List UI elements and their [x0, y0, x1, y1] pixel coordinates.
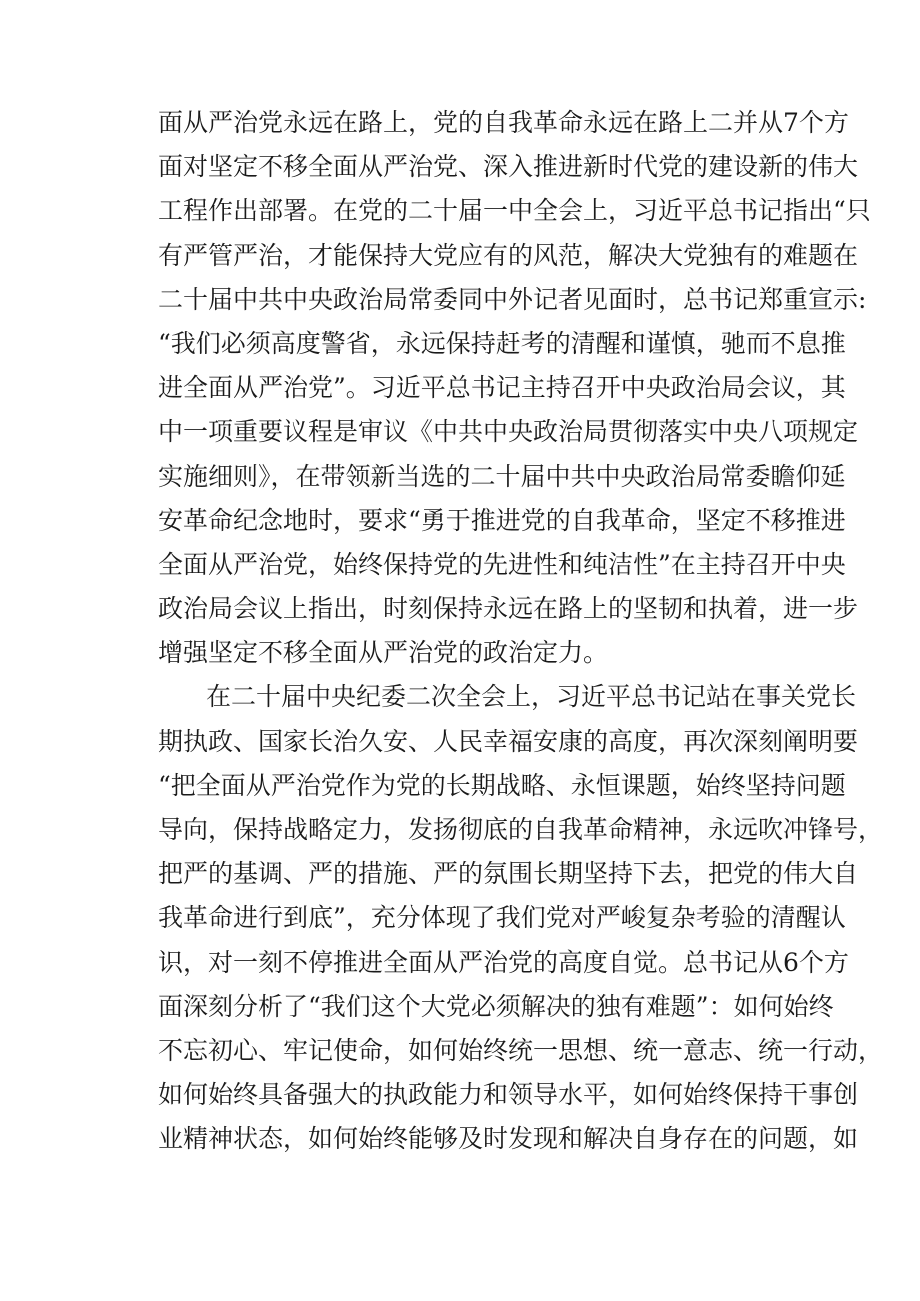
text-line: “把全面从严治党作为党的长期战略、永恒课题，始终坚持问题	[158, 770, 846, 800]
text-line: 有严管严治，才能保持大党应有的风范，解决大党独有的难题在	[158, 240, 859, 270]
text-line: 二十届中共中央政治局常委同中外记者见面时，总书记郑重宣示:	[158, 284, 867, 314]
text-line: 工程作出部署。在党的二十届一中全会上，习近平总书记指出“只	[158, 196, 871, 226]
text-line: “我们必须高度警省，永远保持赶考的清醒和谨慎，驰而不息推	[158, 328, 846, 358]
text-line: 面从严治党永远在路上，党的自我革命永远在路上二并从7个方	[158, 108, 849, 137]
text-line: 进全面从严治党”。习近平总书记主持召开中央政治局会议，其	[158, 373, 846, 403]
text-line: 期执政、国家长治久安、人民幸福安康的高度，再次深刻阐明要	[158, 726, 859, 756]
text-line: 实施细则》，在带领新当选的二十届中共中央政治局常委瞻仰延	[158, 461, 846, 491]
text-line: 识，对一刻不停推进全面从严治党的高度自觉。总书记从6个方	[158, 947, 849, 977]
text-line: 政治局会议上指出，时刻保持永远在路上的坚韧和执着，进一步	[158, 594, 859, 624]
body-text	[158, 101, 884, 1162]
text-line: 安革命纪念地时，要求“勇于推进党的自我革命，坚定不移推进	[158, 505, 846, 535]
text-line: 不忘初心、牢记使命，如何始终统一思想、统一意志、统一行动，	[158, 1035, 884, 1065]
text-line: 在二十届中央纪委二次全会上，习近平总书记站在事关党长	[206, 682, 857, 712]
text-line: 面对坚定不移全面从严治党、深入推进新时代党的建设新的伟大	[158, 152, 859, 182]
text-line: 我革命进行到底”，充分体现了我们党对严峻复杂考验的清醒认	[158, 903, 846, 933]
text-line: 面深刻分析了“我们这个大党必须解决的独有难题”：如何始终	[158, 991, 834, 1021]
paragraph-1	[158, 101, 871, 675]
text-line: 增强坚定不移全面从严治党的政治定力。	[158, 638, 609, 668]
text-line: 把严的基调、严的措施、严的氛围长期坚持下去，把党的伟大自	[158, 859, 859, 889]
paragraph-2	[158, 675, 884, 1161]
text-line: 全面从严治党，始终保持党的先进性和纯洁性”在主持召开中央	[158, 549, 846, 579]
text-line: 导向，保持战略定力，发扬彻底的自我革命精神，永远吹冲锋号，	[158, 815, 884, 844]
text-line: 中一项重要议程是审议《中共中央政治局贯彻落实中央八项规定	[158, 417, 859, 447]
text-line: 如何始终具备强大的执政能力和领导水平，如何始终保持干事创	[158, 1080, 859, 1110]
text-line: 业精神状态，如何始终能够及时发现和解决自身存在的问题，如	[158, 1124, 859, 1154]
